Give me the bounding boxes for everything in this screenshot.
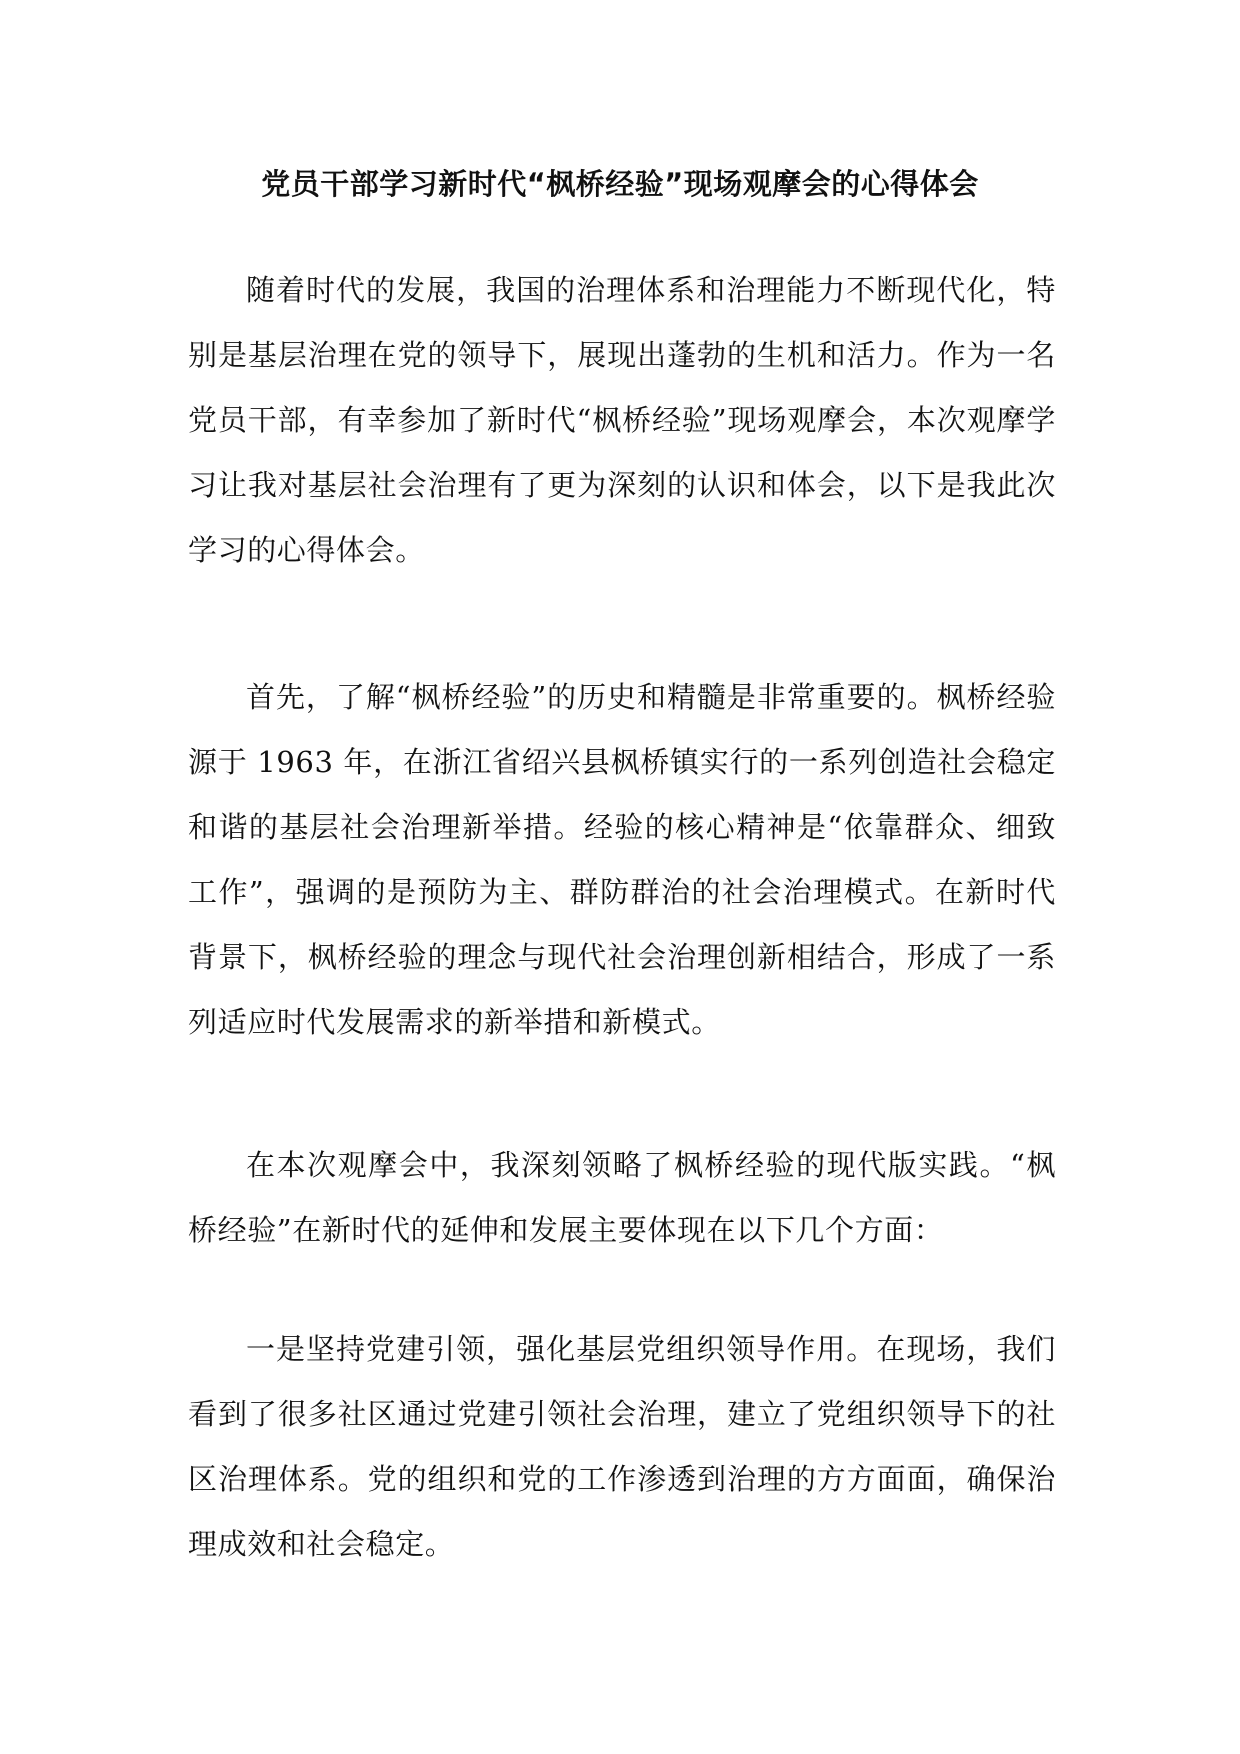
paragraph-history: 首先，了解“枫桥经验”的历史和精髓是非常重要的。枫桥经验源于 1963 年，在浙江省绍兴县枫桥镇实行的一系列创造社会稳定和谐的基层社会治理新举措。经验的核心精神是“依靠群众、细致工作”，强调的是预防为主、群防群治的社会治理模式。在新时代背景下，枫桥经验的理念与现代社会治理创新相结合，形成了一系列适应时代发展需求的新举措和新模式。: [188, 680, 1056, 1039]
paragraph-introduction: 随着时代的发展，我国的治理体系和治理能力不断现代化，特别是基层治理在党的领导下，展现出蓬勃的生机和活力。作为一名党员干部，有幸参加了新时代“枫桥经验”现场观摩会，本次观摩学习让我对基层社会治理有了更为深刻的认识和体会，以下是我此次学习的心得体会。: [188, 273, 1056, 567]
document-title: 党员干部学习新时代“枫桥经验”现场观摩会的心得体会: [261, 167, 979, 201]
paragraph-observation: 在本次观摩会中，我深刻领略了枫桥经验的现代版实践。“枫桥经验”在新时代的延伸和发展主要体现在以下几个方面：: [188, 1148, 1056, 1247]
paragraph-point-one: 一是坚持党建引领，强化基层党组织领导作用。在现场，我们看到了很多社区通过党建引领社会治理，建立了党组织领导下的社区治理体系。党的组织和党的工作渗透到治理的方方面面，确保治理成效和社会稳定。: [188, 1332, 1056, 1561]
